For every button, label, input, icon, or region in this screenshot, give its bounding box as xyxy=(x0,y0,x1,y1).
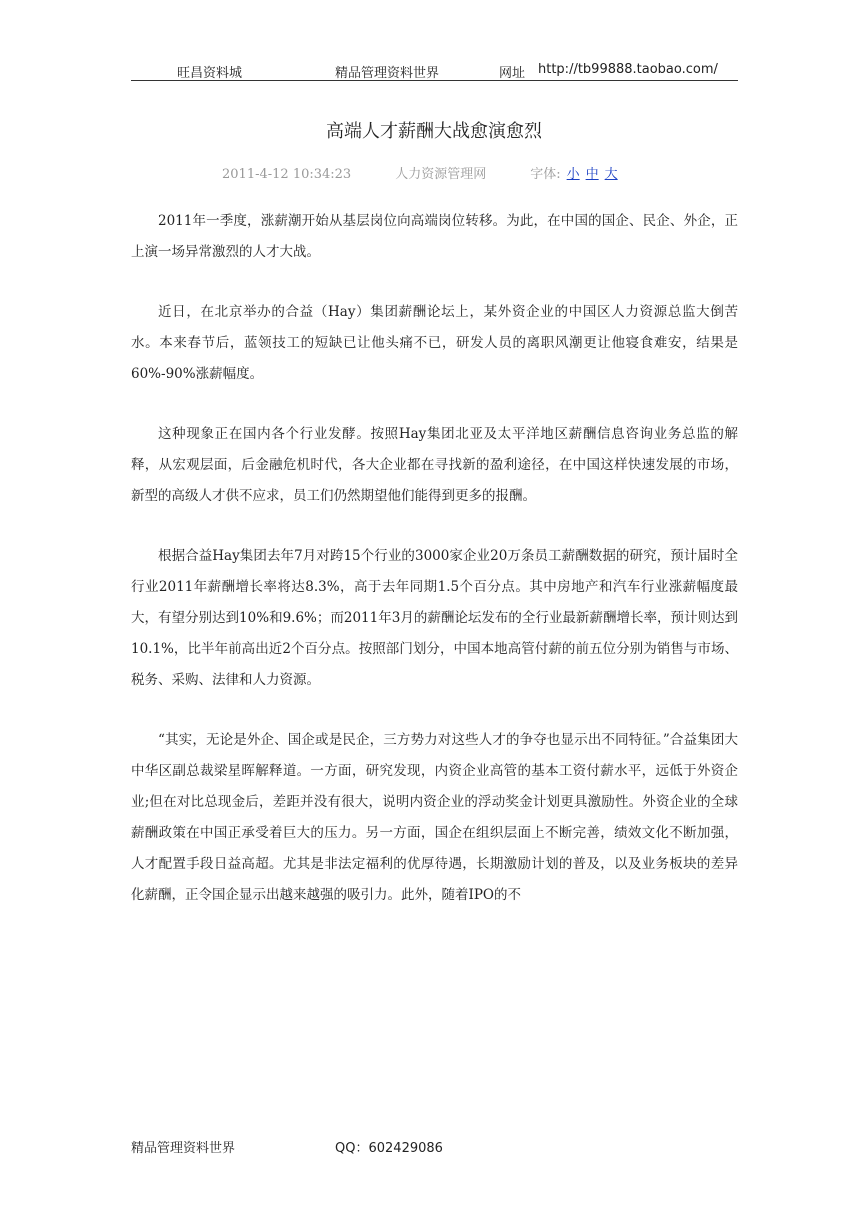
page-footer xyxy=(131,1137,443,1156)
paragraph: 近日，在北京举办的合益（Hay）集团薪酬论坛上，某外资企业的中国区人力资源总监大倒苦水。本来春节后，蓝领技工的短缺已让他头痛不已，研发人员的离职风潮更让他寝食难安，结果是60%-90%涨薪幅度。 xyxy=(131,304,738,382)
page-header xyxy=(131,60,738,81)
footer-qq: QQ：602429086 xyxy=(335,1141,443,1156)
font-size-medium-link[interactable]: 中 xyxy=(585,167,599,182)
article-source: 人力资源管理网 xyxy=(395,167,487,182)
paragraph: 2011年一季度，涨薪潮开始从基层岗位向高端岗位转移。为此，在中国的国企、民企、外企，正上演一场异常激烈的人才大战。 xyxy=(131,213,738,260)
paragraph: 根据合益Hay集团去年7月对跨15个行业的3000家企业20万条员工薪酬数据的研究，预计届时全行业2011年薪酬增长率将达8.3%，高于去年同期1.5个百分点。其中房地产和汽车行业涨薪幅度最大，有望分别达到10%和9.6%；而2011年3月的薪酬论坛发布的全行业最新薪酬增长率，预计则达到10.1%，比半年前高出近2个百分点。按照部门划分，中国本地高管付薪的前五位分别为销售与市场、税务、采购、法律和人力资源。 xyxy=(131,548,738,688)
article-title: 高端人才薪酬大战愈演愈烈 xyxy=(326,121,542,142)
header-shop-name: 旺昌资料城 xyxy=(177,66,243,81)
font-size-small-link[interactable]: 小 xyxy=(566,167,580,182)
footer-world-name: 精品管理资料世界 xyxy=(131,1141,236,1156)
header-world-name: 精品管理资料世界 xyxy=(335,66,440,81)
header-url-label: 网址 xyxy=(499,66,526,81)
font-size-label: 字体: xyxy=(530,167,561,182)
article-date: 2011-4-12 10:34:23 xyxy=(222,167,352,182)
paragraph: “其实，无论是外企、国企或是民企，三方势力对这些人才的争夺也显示出不同特征。”合益集团大中华区副总裁梁星晖解释道。一方面，研究发现，内资企业高管的基本工资付薪水平，远低于外资企业;但在对比总现金后，差距并没有很大，说明内资企业的浮动奖金计划更具激励性。外资企业的全球薪酬政策在中国正承受着巨大的压力。另一方面，国企在组织层面上不断完善，绩效文化不断加强，人才配置手段日益高超。尤其是非法定福利的优厚待遇，长期激励计划的普及，以及业务板块的差异化薪酬，正令国企显示出越来越强的吸引力。此外，随着IPO的不 xyxy=(131,732,738,903)
article-body xyxy=(131,206,738,940)
paragraph: 这种现象正在国内各个行业发酵。按照Hay集团北亚及太平洋地区薪酬信息咨询业务总监的解释，从宏观层面，后金融危机时代，各大企业都在寻找新的盈利途径，在中国这样快速发展的市场，新型的高级人才供不应求，员工们仍然期望他们能得到更多的报酬。 xyxy=(131,426,738,504)
article-meta xyxy=(222,163,618,182)
font-size-large-link[interactable]: 大 xyxy=(604,167,618,182)
header-url: http://tb99888.taobao.com/ xyxy=(538,62,718,77)
